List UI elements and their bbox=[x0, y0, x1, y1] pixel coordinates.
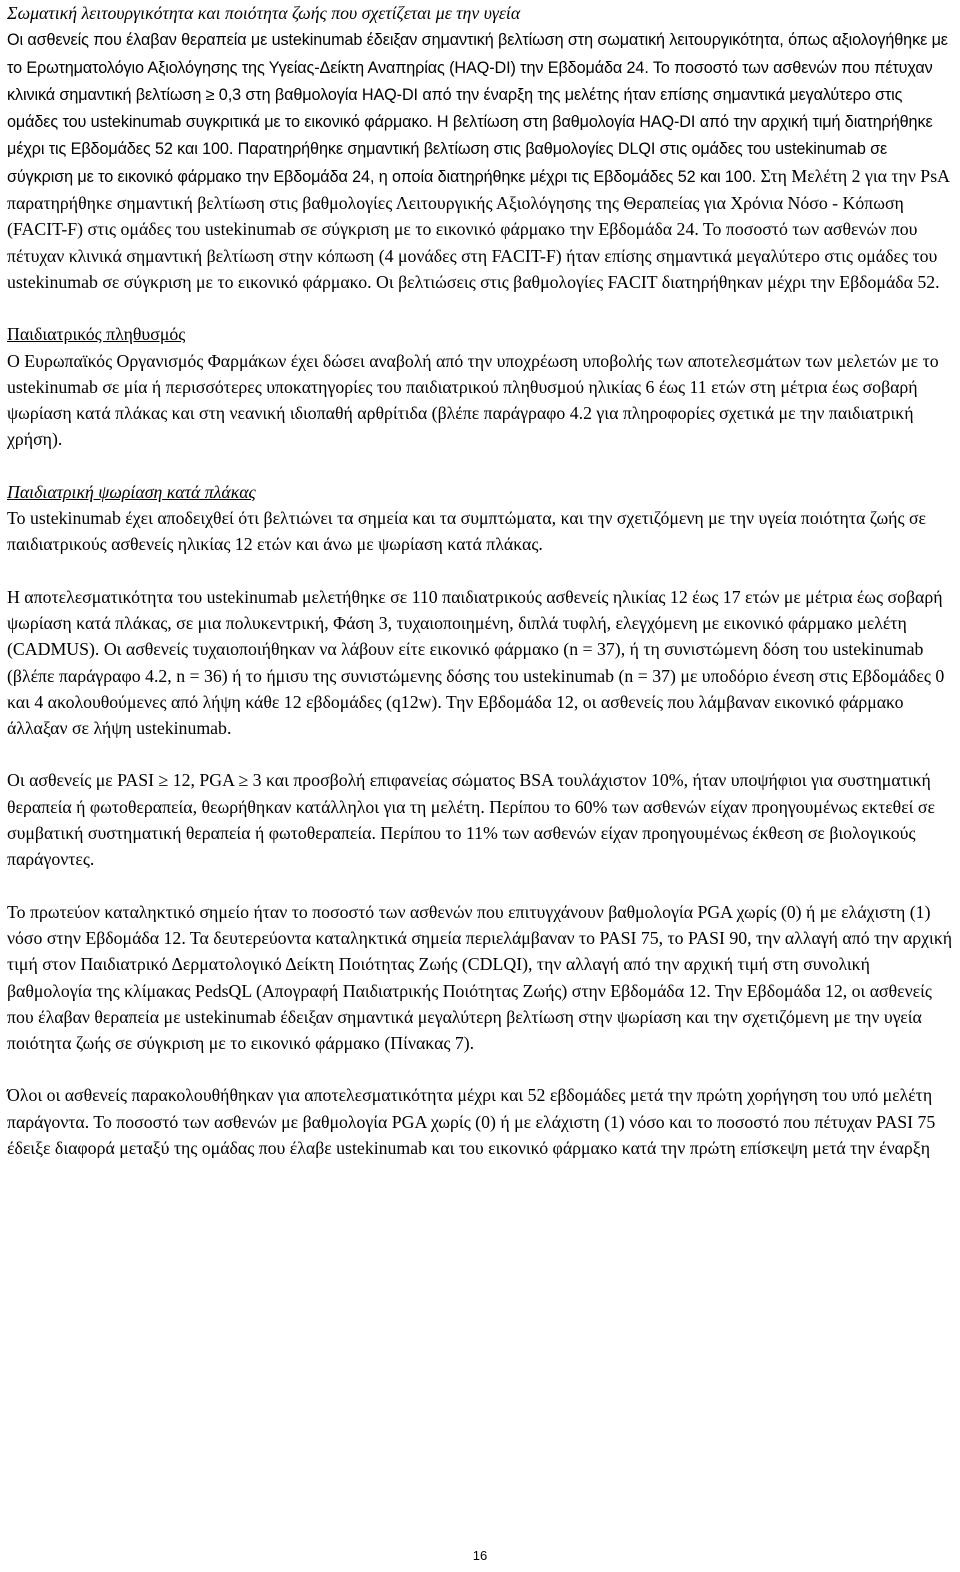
spacer bbox=[7, 873, 955, 899]
paragraph-physical-function bbox=[7, 26, 955, 295]
paragraph-paediatric-psoriasis-1: Το ustekinumab έχει αποδειχθεί ότι βελτιώνει τα σημεία και τα συμπτώματα, και την σχετιζόμενη με την υγεία ποιότητα ζωής σε παιδιατρικούς ασθενείς ηλικίας 12 ετών και άνω με ψωρίαση κατά πλάκας. bbox=[7, 508, 927, 555]
paragraph-physical-function-sans: Οι ασθενείς που έλαβαν θεραπεία με ustekinumab έδειξαν σημαντική βελτίωση στη σωματική λειτουργικότητα, όπως αξιολογήθηκε με το Ερωτηματολόγιο Αξιολόγησης της Υγείας-Δείκτη Αναπηρίας (HAQ-DI) την Εβδομάδα 24. Το ποσοστό των ασθενών που πέτυχαν κλινικά σημαντική βελτίωση ≥ 0,3 στη βαθμολογία HAQ-DI από την έναρξη της μελέτης ήταν επίσης σημαντικά μεγαλύτερο στις ομάδες του ustekinumab συγκριτικά με το εικονικό φάρμακο. Η βελτίωση στη βαθμολογία HAQ-DI από την αρχική τιμή διατηρήθηκε μέχρι τις Εβδομάδες 52 και 100. Παρατηρήθηκε σημαντική βελτίωση στις βαθμολογίες DLQI στις ομάδες του ustekinumab σε σύγκριση με το εικονικό φάρμακο την Εβδομάδα 24, η οποία διατηρήθηκε μέχρι τις Εβδομάδες 52 και 100. bbox=[7, 31, 948, 186]
spacer bbox=[7, 558, 955, 584]
spacer bbox=[7, 1056, 955, 1082]
paragraph-paediatric: Ο Ευρωπαϊκός Οργανισμός Φαρμάκων έχει δώσει αναβολή από την υποχρέωση υποβολής των αποτελεσμάτων των μελετών με το ustekinumab σε μία ή περισσότερες υποκατηγορίες του παιδιατρικού πληθυσμού ηλικίας 6 έως 11 ετών στη μέτρια έως σοβαρή ψωρίαση κατά πλάκας και στη νεανική ιδιοπαθή αρθρίτιδα (βλέπε παράγραφο 4.2 για πληροφορίες σχετικά με την παιδιατρική χρήση). bbox=[7, 350, 939, 450]
paragraph-paediatric-psoriasis-4: Το πρωτεύον καταληκτικό σημείο ήταν το ποσοστό των ασθενών που επιτυγχάνουν βαθμολογία PGA χωρίς (0) ή με ελάχιστη (1) νόσο στην Εβδομάδα 12. Τα δευτερεύοντα καταληκτικά σημεία περιελάμβαναν το PASI 75, το PASI 90, την αλλαγή από την αρχική τιμή στον Παιδιατρικό Δερματολογικό Δείκτη Ποιότητας Ζωής (CDLQI), την αλλαγή από την αρχική τιμή στη συνολική βαθμολογία της κλίμακας PedsQL (Απογραφή Παιδιατρικής Ποιότητας Ζωής) στην Εβδομάδα 12. Την Εβδομάδα 12, οι ασθενείς που έλαβαν θεραπεία με ustekinumab έδειξαν σημαντικά μεγαλύτερη βελτίωση στην ψωρίαση και την σχετιζόμενη με την υγεία ποιότητα ζωής σε σύγκριση με το εικονικό φάρμακο (Πίνακας 7). bbox=[7, 901, 953, 1054]
page-number: 16 bbox=[472, 1548, 488, 1563]
document-page bbox=[7, 0, 955, 1161]
section-heading-paediatric: Παιδιατρικός πληθυσμός bbox=[7, 324, 186, 345]
paragraph-paediatric-psoriasis-2: Η αποτελεσματικότητα του ustekinumab μελετήθηκε σε 110 παιδιατρικούς ασθενείς ηλικίας 12 έως 17 ετών με μέτρια έως σοβαρή ψωρίαση κατά πλάκας, σε μια πολυκεντρική, Φάση 3, τυχαιοποιημένη, διπλά τυφλή, ελεγχόμενη με εικονικό φάρμακο μελέτη (CADMUS). Οι ασθενείς τυχαιοποιήθηκαν να λάβουν είτε εικονικό φάρμακο (n = 37), ή τη συνιστώμενη δόση του ustekinumab (βλέπε παράγραφο 4.2, n = 36) ή το ήμισυ της συνιστώμενης δόσης του ustekinumab (n = 37) με υποδόριο ένεση στις Εβδομάδες 0 και 4 ακολουθούμενες από λήψη κάθε 12 εβδομάδες (q12w). Την Εβδομάδα 12, οι ασθενείς που λάμβαναν εικονικό φάρμακο άλλαξαν σε λήψη ustekinumab. bbox=[7, 586, 945, 739]
paragraph-physical-function-serif: Στη Μελέτη 2 για την PsA παρατηρήθηκε σημαντική βελτίωση στις βαθμολογίες Λειτουργικής Αξιολόγησης της Θεραπείας για Χρόνια Νόσο - Κόπωση (FACIT-F) στις ομάδες του ustekinumab σε σύγκριση με το εικονικό φάρμακο την Εβδομάδα 24. Το ποσοστό των ασθενών που πέτυχαν κλινικά σημαντική βελτίωση στην κόπωση (4 μονάδες στη FACIT-F) ήταν επίσης σημαντικά μεγαλύτερο στις ομάδες του ustekinumab σε σύγκριση με το εικονικό φάρμακο. Οι βελτιώσεις στις βαθμολογίες FACIT διατηρήθηκαν μέχρι την Εβδομάδα 52. bbox=[7, 165, 949, 292]
spacer bbox=[7, 453, 955, 479]
spacer bbox=[7, 295, 955, 321]
paragraph-paediatric-psoriasis-5: Όλοι οι ασθενείς παρακολουθήθηκαν για αποτελεσματικότητα μέχρι και 52 εβδομάδες μετά την πρώτη χορήγηση του υπό μελέτη παράγοντα. Το ποσοστό των ασθενών με βαθμολογία PGA χωρίς (0) ή με ελάχιστη (1) νόσο και το ποσοστό που πέτυχαν PASI 75 έδειξε διαφορά μεταξύ της ομάδας που έλαβε ustekinumab και του εικονικό φάρμακο κατά την πρώτη επίσκεψη μετά την έναρξη bbox=[7, 1085, 936, 1158]
section-heading-paediatric-psoriasis: Παιδιατρική ψωρίαση κατά πλάκας bbox=[7, 481, 256, 502]
section-heading-physical-function: Σωματική λειτουργικότητα και ποιότητα ζωής που σχετίζεται με την υγεία bbox=[7, 3, 521, 23]
paragraph-paediatric-psoriasis-3: Οι ασθενείς με PASI ≥ 12, PGA ≥ 3 και προσβολή επιφανείας σώματος BSA τουλάχιστον 10%, ήταν υποψήφιοι για συστηματική θεραπεία ή φωτοθεραπεία, θεωρήθηκαν κατάλληλοι για τη μελέτη. Περίπου το 60% των ασθενών είχαν προηγουμένως εκτεθεί σε συμβατική συστηματική θεραπεία ή φωτοθεραπεία. Περίπου το 11% των ασθενών είχαν προηγουμένως έκθεση σε βιολογικούς παράγοντες. bbox=[7, 770, 935, 870]
spacer bbox=[7, 741, 955, 767]
